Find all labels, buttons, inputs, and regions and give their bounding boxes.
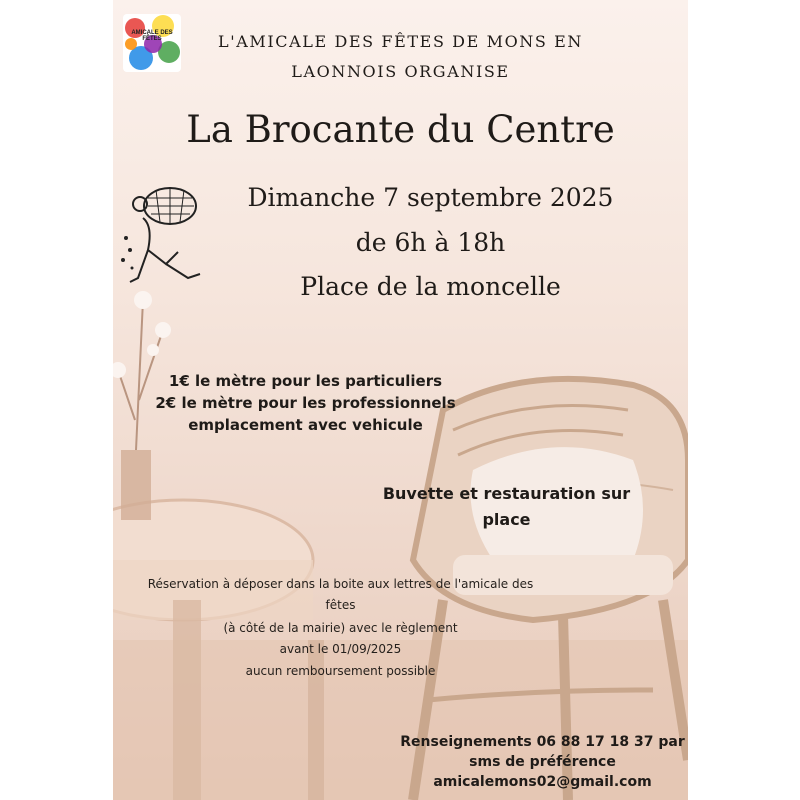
organizer-line-1: L'AMICALE DES FÊTES DE MONS EN: [217, 32, 584, 51]
reservation-line-4: avant le 01/09/2025: [279, 642, 402, 656]
event-date: Dimanche 7 septembre 2025: [247, 183, 614, 212]
contact-email: amicalemons02@gmail.com: [433, 774, 652, 790]
event-title: La Brocante du Centre: [186, 108, 615, 151]
buvette-line-2: place: [482, 510, 531, 529]
organizer-line-2: LAONNOIS ORGANISE: [291, 62, 510, 81]
price-professionals: 2€ le mètre pour les professionnels: [155, 394, 456, 412]
contact-phone: Renseignements 06 88 17 18 37 par: [400, 734, 685, 750]
price-vehicle-note: emplacement avec vehicule: [188, 416, 423, 434]
logo-text: AMICALE DES FÊTES: [131, 30, 173, 42]
reservation-line-1: Réservation à déposer dans la boite aux lettres de l'amicale des: [147, 577, 534, 591]
contact-sms: sms de préférence: [469, 754, 616, 770]
buvette-line-1: Buvette et restauration sur: [382, 484, 631, 503]
poster: [113, 0, 688, 800]
reservation-line-5: aucun remboursement possible: [245, 664, 436, 678]
event-place: Place de la moncelle: [300, 272, 561, 301]
reservation-line-3: (à côté de la mairie) avec le règlement: [223, 621, 458, 635]
price-individuals: 1€ le mètre pour les particuliers: [168, 372, 443, 390]
reservation-line-2: fêtes: [325, 598, 356, 612]
event-hours: de 6h à 18h: [355, 228, 506, 257]
